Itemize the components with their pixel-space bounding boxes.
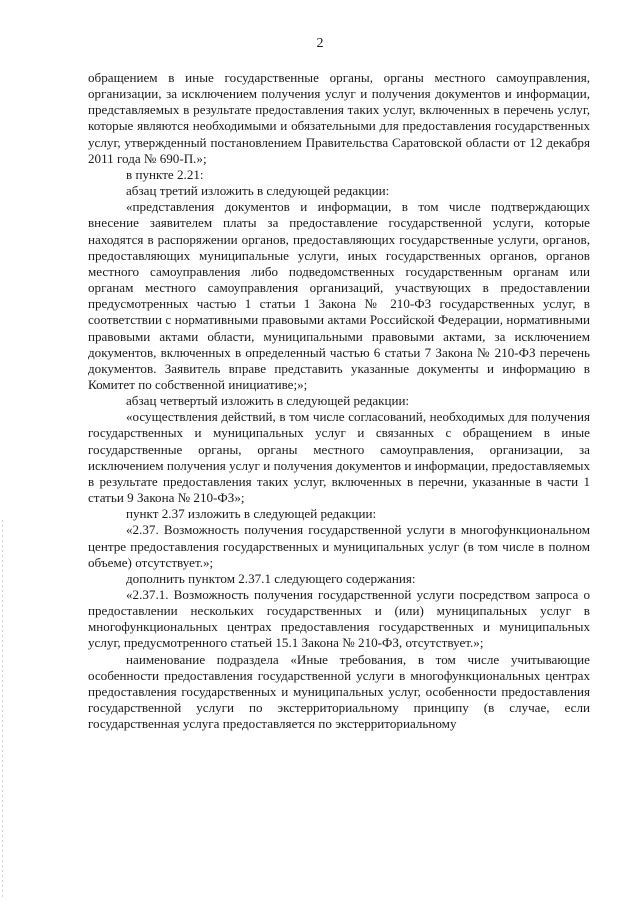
document-body bbox=[88, 70, 590, 732]
paragraph-item-2-21: в пункте 2.21: bbox=[126, 166, 204, 182]
paragraph-add-2-37-1: дополнить пунктом 2.37.1 следующего содержания: bbox=[126, 570, 416, 586]
paragraph-quote-2-37-1: «2.37.1. Возможность получения государственной услуги посредством запроса о предоставлении нескольких государственных и (или) муниципальных услуг в многофункциональных центрах предоставления государственных и муниципальных услуг, предусмотренного статьей 15.1 Закона № 210-ФЗ, отсутствует.»; bbox=[88, 587, 590, 651]
scan-edge-artifact bbox=[2, 520, 3, 900]
paragraph-quote-documents: «представления документов и информации, в том числе подтверждающих внесение заявителем платы за предоставление государственной услуги, которые находятся в распоряжении органов, предоставляющих государственные услуги, органов, предоставляющих муниципальные услуги, иных государственных органов, органов местного самоуправления либо подведомственных государственным органам или органам местного самоуправления организаций, участвующих в предоставлении предусмотренных частью 1 статьи 1 Закона № 210-ФЗ государственных услуг, в соответствии с нормативными правовыми актами Российской Федерации, нормативными правовыми актами области, муниципальными правовыми актами, за исключением документов, включенных в определенный частью 6 статьи 7 Закона № 210-ФЗ перечень документов. Заявитель вправе представить указанные документы и информацию в Комитет по собственной инициативе;»; bbox=[88, 199, 590, 392]
paragraph-abzac-third: абзац третий изложить в следующей редакции: bbox=[126, 183, 390, 199]
page-number: 2 bbox=[316, 36, 324, 51]
paragraph-continuation: обращением в иные государственные органы, органы местного самоуправления, организации, за исключением получения услуг и получения документов и информации, представляемых в результате предоставления таких услуг, включенных в перечень услуг, которые являются необходимыми и обязательными для предоставления государственных услуг, утвержденный постановлением Правительства Саратовской области от 12 декабря 2011 года № 690-П.»; bbox=[88, 70, 590, 166]
paragraph-quote-actions: «осуществления действий, в том числе согласований, необходимых для получения государственных и муниципальных услуг и связанных с обращением в иные государственные органы, органы местного самоуправления, организации, за исключением получения услуг и получения документов и информации, предоставляемых в результате предоставления таких услуг, включенных в перечни, указанные в части 1 статьи 9 Закона № 210-ФЗ»; bbox=[88, 409, 590, 506]
paragraph-abzac-fourth: абзац четвертый изложить в следующей редакции: bbox=[126, 393, 410, 409]
paragraph-item-2-37: пункт 2.37 изложить в следующей редакции: bbox=[126, 506, 377, 522]
paragraph-quote-2-37: «2.37. Возможность получения государственной услуги в многофункциональном центре предоставления государственных и муниципальных услуг (в том числе в полном объеме) отсутствует.»; bbox=[88, 522, 590, 570]
paragraph-subsection-title: наименование подраздела «Иные требования, в том числе учитывающие особенности предоставления государственной услуги в многофункциональных центрах предоставления государственных и муниципальных услуг, особенности предоставления государственной услуги по экстерриториальному принципу (в случае, если государственная услуга предоставляется по экстерриториальному bbox=[88, 651, 590, 732]
